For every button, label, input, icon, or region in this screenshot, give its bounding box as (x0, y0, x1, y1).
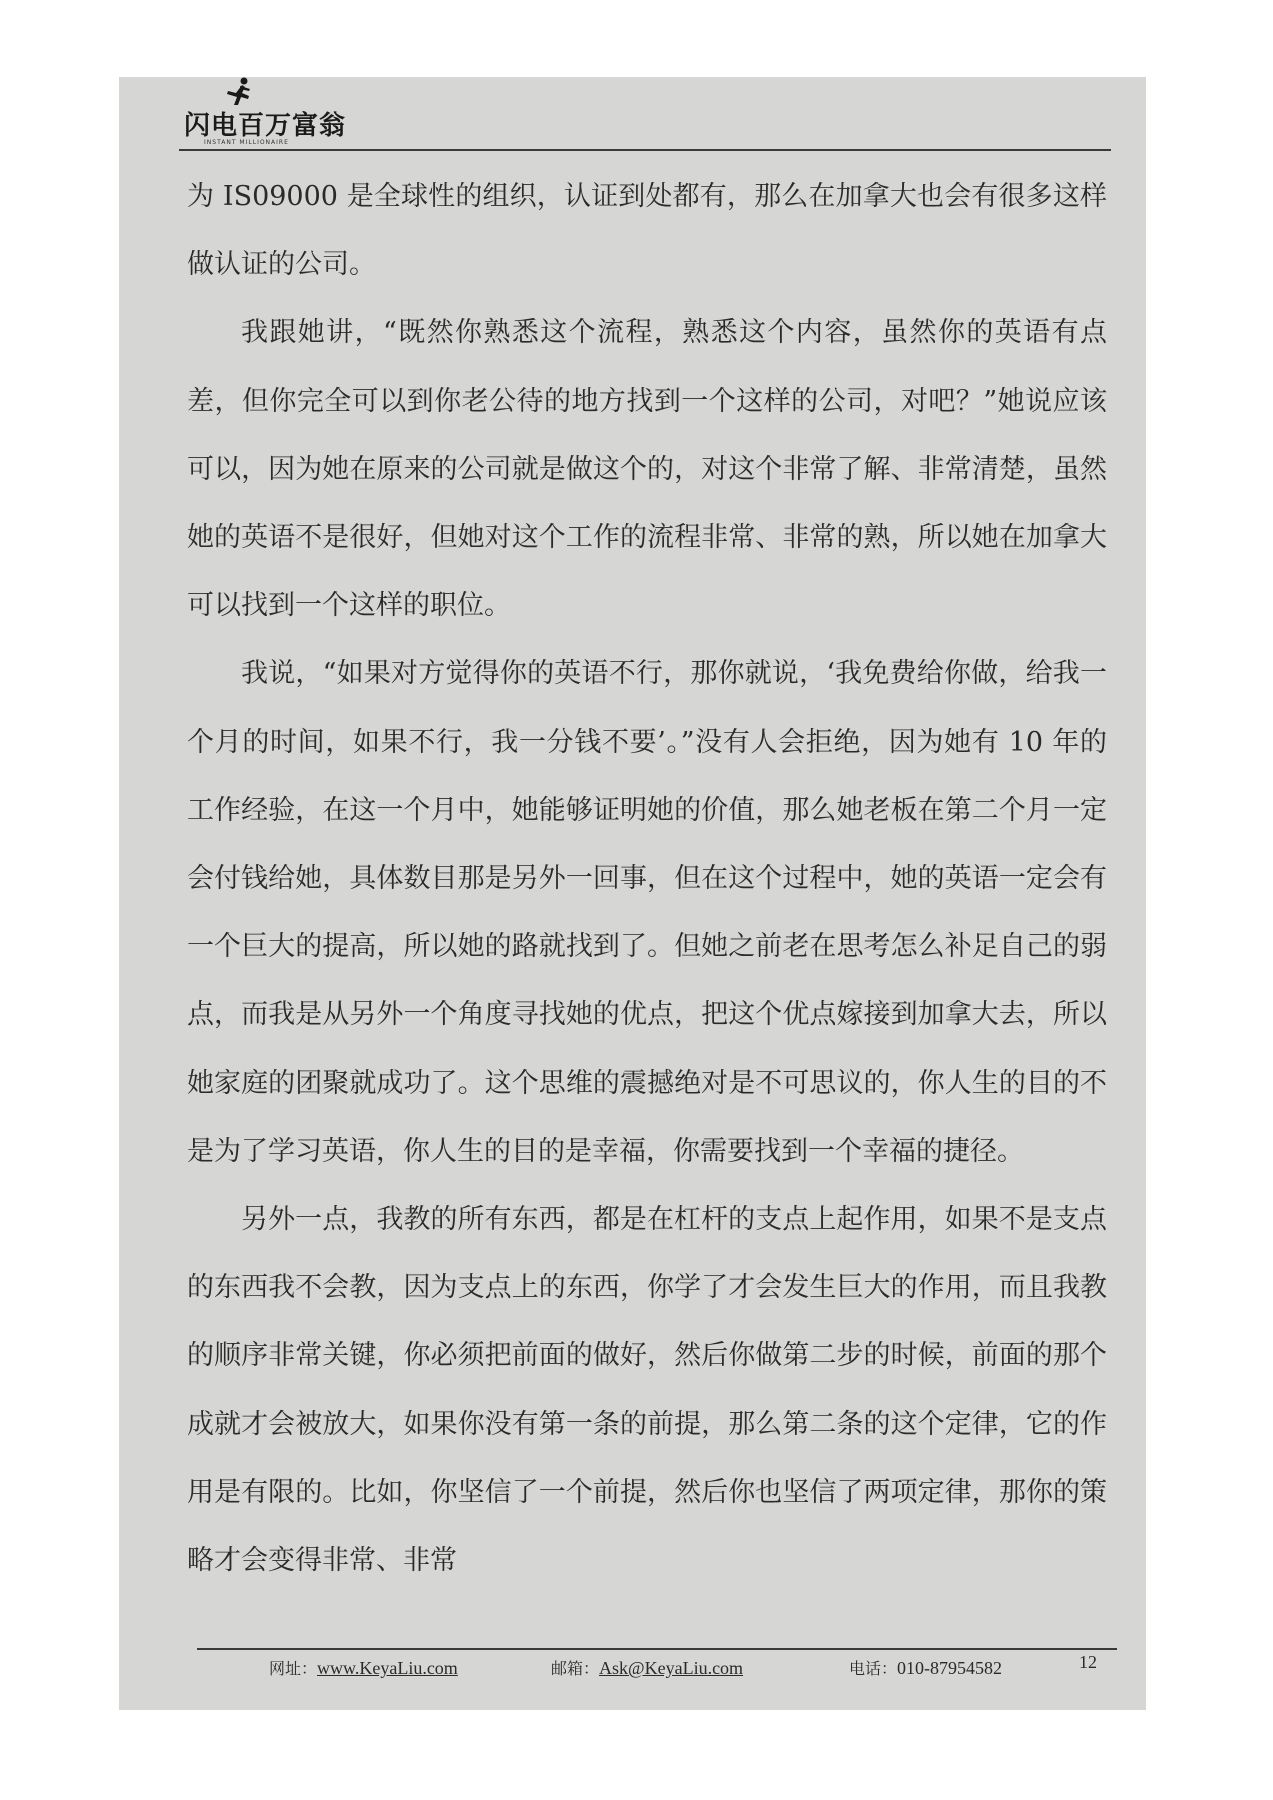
header-divider (179, 149, 1111, 151)
paragraph: 我说，“如果对方觉得你的英语不行，那你就说，‘我免费给你做，给我一个月的时间，如果不行，我一分钱不要’。”没有人会拒绝，因为她有 10 年的工作经验，在这一个月中，她能够证明她的价值，那么她老板在第二个月一定会付钱给她，具体数目那是另外一回事，但在这个过程中，她的英语一定会有一个巨大的提高，所以她的路就找到了。但她之前老在思考怎么补足自己的弱点，而我是从另外一个角度寻找她的优点，把这个优点嫁接到加拿大去，所以她家庭的团聚就成功了。这个思维的震撼绝对是不可思议的，你人生的目的不是为了学习英语，你人生的目的是幸福，你需要找到一个幸福的捷径。 (187, 658, 1107, 1167)
page-footer (119, 1652, 1146, 1686)
page-number: 12 (1079, 1652, 1097, 1672)
body-text (187, 163, 1107, 1595)
paragraph: 我跟她讲，“既然你熟悉这个流程，熟悉这个内容，虽然你的英语有点差，但你完全可以到你老公待的地方找到一个这样的公司，对吧？”她说应该可以，因为她在原来的公司就是做这个的，对这个非常了解、非常清楚，虽然她的英语不是很好，但她对这个工作的流程非常、非常的熟，所以她在加拿大可以找到一个这样的职位。 (187, 317, 1107, 622)
footer-phone (849, 1656, 1002, 1679)
website-link[interactable]: www.KeyaLiu.com (317, 1658, 458, 1678)
logo-text-cn: 闪电百万富翁 (184, 111, 347, 141)
page-header (119, 77, 1146, 149)
logo-text-en: INSTANT MILLIONAIRE (204, 139, 289, 146)
runner-icon (222, 77, 256, 107)
website-label: 网址： (269, 1659, 318, 1678)
phone-label: 电话： (849, 1659, 898, 1678)
paragraph: 为 IS09000 是全球性的组织，认证到处都有，那么在加拿大也会有很多这样做认证的公司。 (187, 181, 1107, 281)
footer-divider (197, 1648, 1117, 1650)
phone-value: 010-87954582 (897, 1658, 1003, 1678)
footer-email (551, 1656, 743, 1679)
email-link[interactable]: Ask@KeyaLiu.com (599, 1658, 744, 1678)
logo (184, 77, 384, 147)
paragraph: 另外一点，我教的所有东西，都是在杠杆的支点上起作用，如果不是支点的东西我不会教，因为支点上的东西，你学了才会发生巨大的作用，而且我教的顺序非常关键，你必须把前面的做好，然后你做第二步的时候，前面的那个成就才会被放大，如果你没有第一条的前提，那么第二条的这个定律，它的作用是有限的。比如，你坚信了一个前提，然后你也坚信了两项定律，那你的策略才会变得非常、非常 (187, 1204, 1107, 1577)
footer-website (269, 1656, 458, 1679)
email-label: 邮箱： (551, 1659, 600, 1678)
document-page (119, 77, 1146, 1710)
